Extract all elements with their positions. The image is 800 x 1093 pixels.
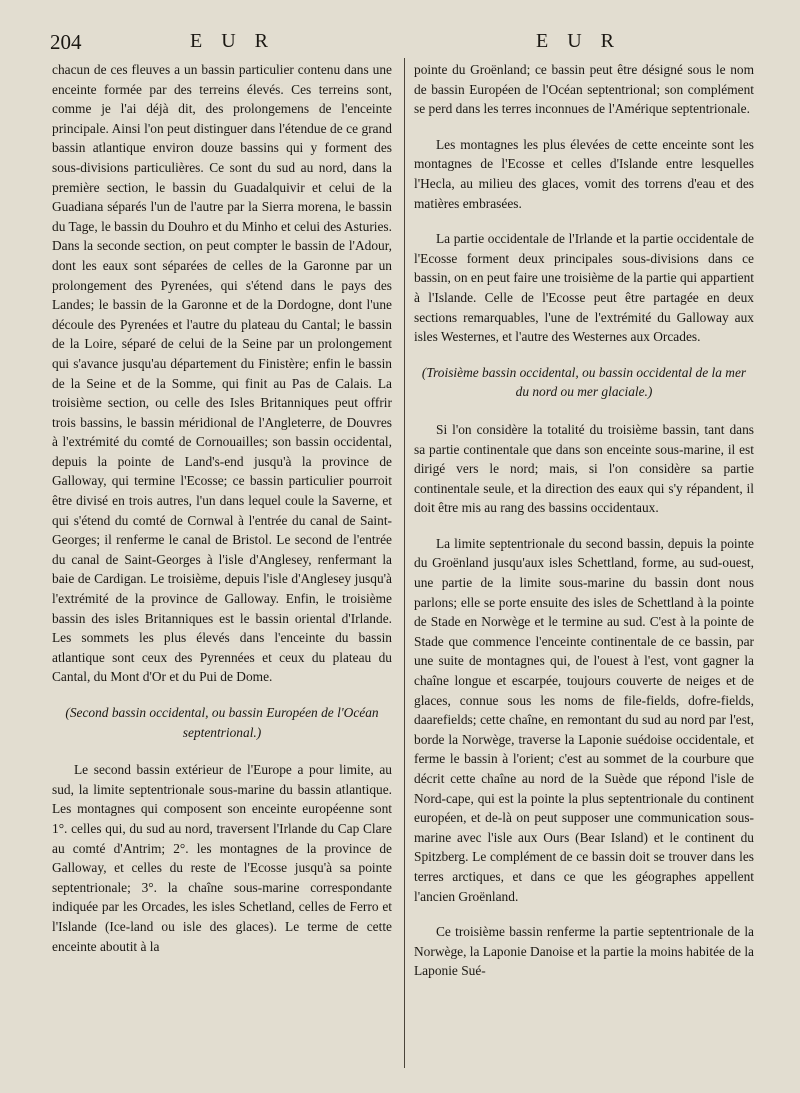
page-header <box>0 30 800 54</box>
page-number: 204 <box>50 30 82 54</box>
paragraph: Les montagnes les plus élevées de cette enceinte sont les montagnes de l'Ecosse et celles d'Islande entre lesquelles l'Hecla, au milieu des glaces, vomit des torrens d'eau et des matières embrasées. <box>414 136 754 211</box>
paragraph: La limite septentrionale du second bassin, depuis la pointe du Groënland jusqu'aux isles Schettland, forme, au sud-ouest, une partie de la limite sous-marine du bassin dont nous parlons; elle se porte ensuite des isles de Schettland à la pointe de Stade en Norwège et le termine au sud. C'est à la pointe de Stade que commence l'enceinte continentale de ce bassin, par une suite de montagnes qui, de l'ouest à l'est, vont gagner la chaîne longue et escarpée, toujours couverte de neiges et de glaces, connue sous les noms de file-fields, dofre-fields, daarefields; cette chaîne, en remontant du sud au nord par l'est, borde la Norwège, traverse la Laponie suédoise occidentale, et ferme le bassin à l'orient; c'est au sommet de la courbure que décrit cette chaîne au nord de la Suède que répond l'isle de Nord-cape, qui est la pointe la plus septentrionale du continent européen, et de-là on peut supposer une communication sous-marine avec l'isle aux Ours (Bear Island) et le continent du Spitzberg. Le complément de ce bassin doit se trouver dans les terres arctiques, et dans ce que les géographes appellent l'ancien Groënland. <box>414 535 754 904</box>
paragraph: Le second bassin extérieur de l'Europe a pour limite, au sud, la limite septentrionale sous-marine du bassin atlantique. Les montagnes qui composent son enceinte européenne sont 1°. celles qui, du sud au nord, traversent l'Irlande du Cap Clare au comté d'Antrim; 2°. les montagnes de la province de Galloway, et celles du reste de l'Ecosse jusqu'à sa pointe septentrionale; 3°. la chaîne sous-marine correspondante indiquée par les Orcades, les isles Schetland, celles de Ferro et l'Islande (Ice-land ou isle des glaces). Le terme de cette enceinte aboutit à la <box>52 762 392 954</box>
running-title-left: E U R <box>190 30 275 52</box>
paragraph: chacun de ces fleuves a un bassin particulier contenu dans une enceinte formée par des terreins élevés. Ces terreins sont, comme je l'ai déjà dit, des prolongemens de l'enceinte principale. Ainsi l'on peut distinguer dans l'étendue de ce grand bassin atlantique environ douze bassins qui y forment des sous-divisions particulières. Ce sont du sud au nord, dans la première section, le bassin du Guadalquivir et celui de la Guadiana séparés l'un de l'autre par la Sierra morena, le bassin du Tage, le bassin du Douhro et du Minho et celui des Asturies. Dans la seconde section, on peut compter le bassin de l'Adour, dont les eaux sont séparées de celles de la Garonne par un prolongement des Pyrenées, qui s'étend dans le pays des Landes; le bassin de la Garonne et de la Dordogne, dont l'une découle des Pyrenées et l'autre du plateau du Cantal; le bassin de la Loire, séparé de celui de la Seine par un prolongement qui s'avance jusqu'au département du Finistère; enfin le bassin de la Seine et de la Somme, qui finit au Pas de Calais. La troisième section, ou celle des Isles Britanniques peut offrir trois bassins, le bassin méridional de l'Angleterre, de Douvres à l'extrémité du comté de Cornouailles; son bassin occidental, depuis la pointe de Land's-end jusqu'à la province de Galloway, qui termine l'Ecosse; ce bassin particulier pourroit être divisé en trois autres, l'un dans lequel coule la Saverne, et qui s'étend du comté de Cornwal à l'entrée du canal de Saint-Georges; il renferme le canal de Bristol. Le second de l'entrée du canal de Saint-Georges à l'isle d'Anglesey, renfermant la baie de Cardigan. Le troisième, depuis l'isle d'Anglesey jusqu'à l'extrémité de la province de Galloway. Enfin, le troisième bassin des isles Britanniques est le bassin oriental d'Irlande. Les sommets les plus élevés dans l'enceinte du bassin atlantique sont ceux des Pyrennées et ceux du plateau du Cantal, du Mont d'Or et du Pui de Dome. <box>52 62 392 685</box>
right-column <box>414 60 754 1080</box>
section-title: (Troisième bassin occidental, ou bassin occidental de la mer du nord ou mer glaciale.) <box>421 364 747 400</box>
running-title-right: E U R <box>536 30 621 52</box>
paragraph: Si l'on considère la totalité du troisième bassin, tant dans sa partie continentale que dans son enceinte sous-marine, il est dirigé vers le nord; mais, si l'on considère sa partie continentale seule, et la direction des eaux qui s'y répandent, il doit être mis au rang des bassins occidentaux. <box>414 421 754 516</box>
paragraph: Ce troisième bassin renferme la partie septentrionale de la Norwège, la Laponie Danoise et la partie la moins habitée de la Laponie Sué- <box>414 924 754 979</box>
paragraph: pointe du Groënland; ce bassin peut être désigné sous le nom de bassin Européen de l'Océan septentrional; son complément se perd dans les terres inconnues de l'Amérique septentrionale. <box>414 62 754 117</box>
section-title: (Second bassin occidental, ou bassin Européen de l'Océan septentrional.) <box>65 705 379 740</box>
paragraph: La partie occidentale de l'Irlande et la partie occidentale de l'Ecosse forment deux principales sous-divisions dans ce bassin, on en peut faire une troisième de la partie qui appartient à l'Islande. Celle de l'Ecosse peut être partagée en deux sections remarquables, l'une de l'extrémité du Galloway aux isles Westernes, et l'autre des Westernes aux Orcades. <box>414 231 754 345</box>
column-divider <box>404 58 405 1068</box>
left-column <box>52 60 392 1080</box>
